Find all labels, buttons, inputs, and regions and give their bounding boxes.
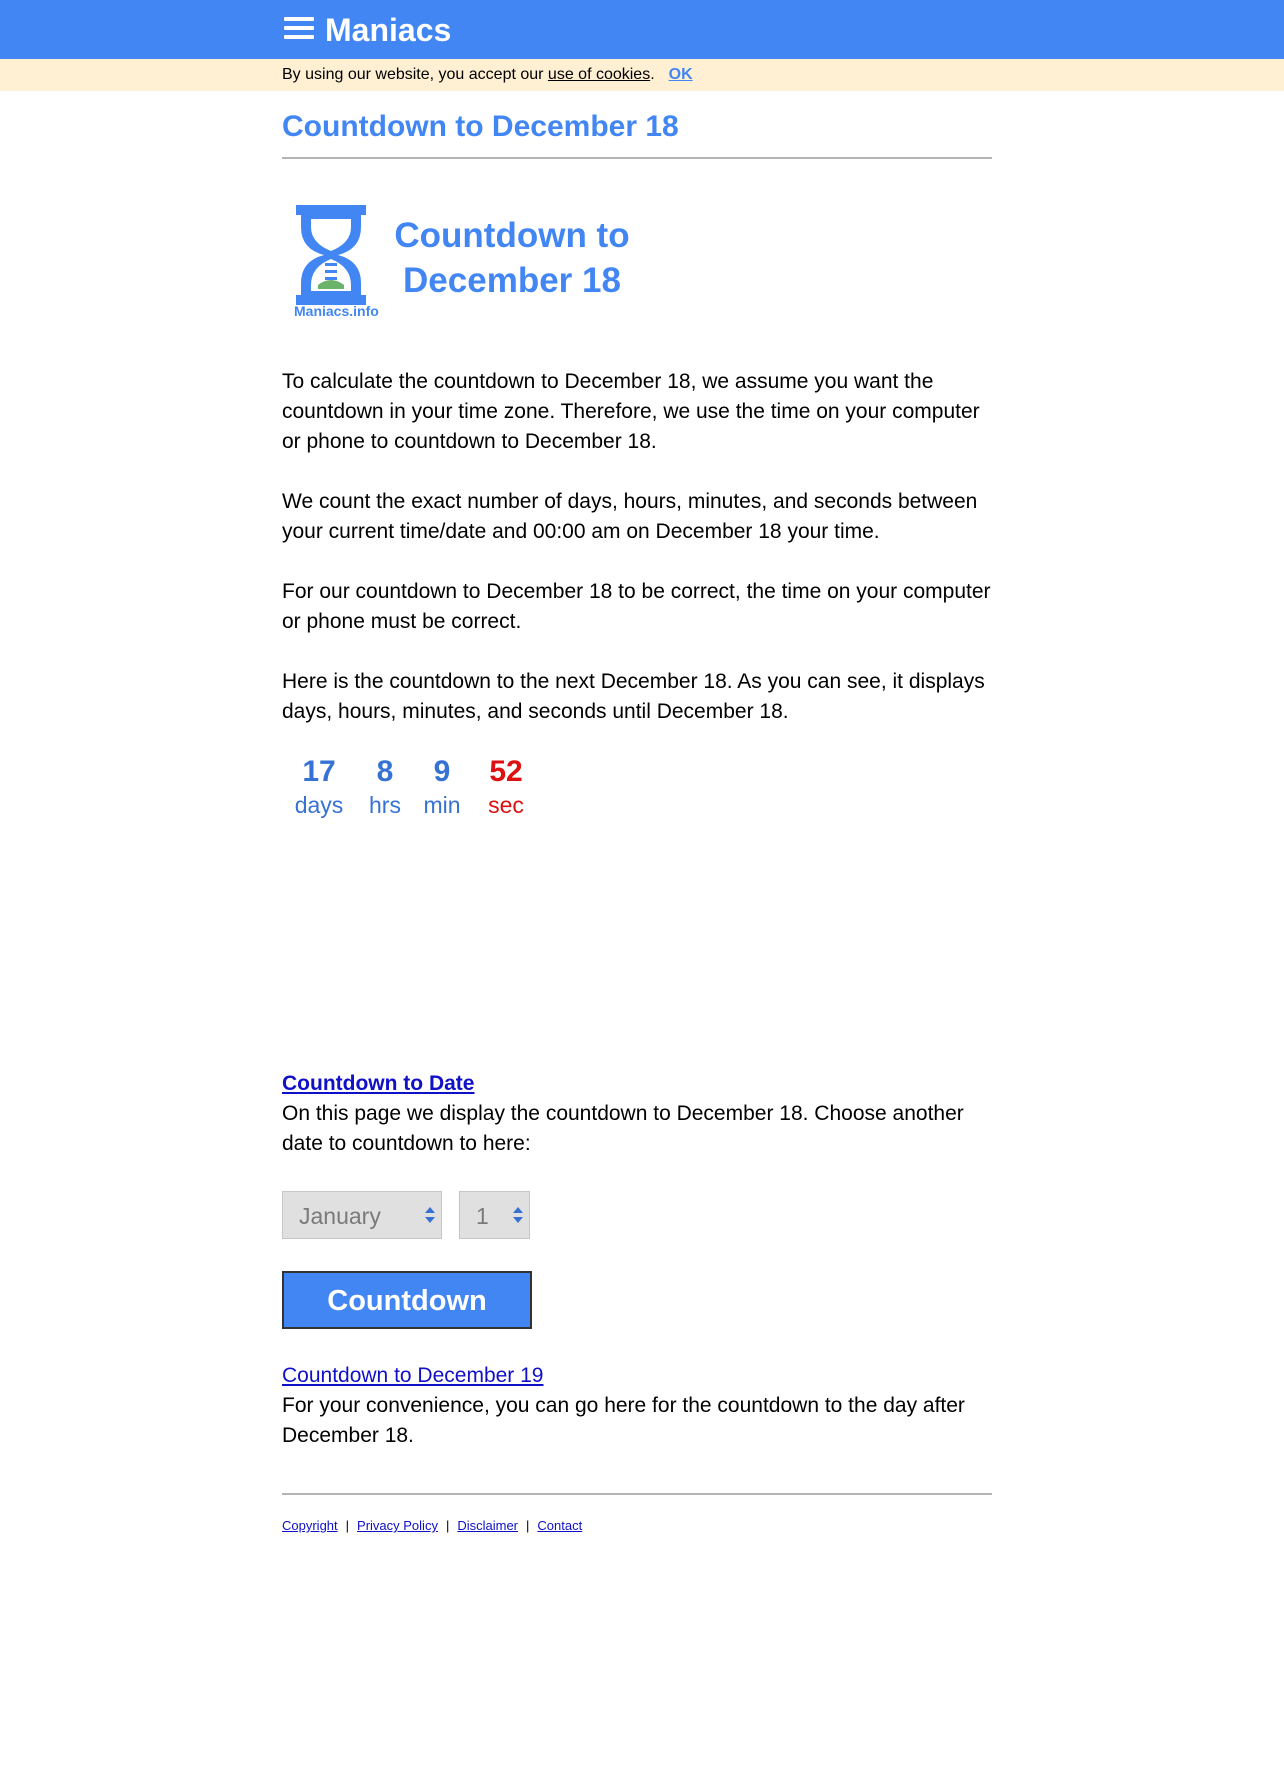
footer-disclaimer-link[interactable]: Disclaimer: [457, 1518, 519, 1533]
footer-privacy-link[interactable]: Privacy Policy: [357, 1518, 438, 1533]
cookie-notice-period: .: [650, 66, 655, 83]
month-select[interactable]: [282, 1191, 442, 1239]
countdown-seconds-value: 52: [489, 755, 523, 788]
footer-separator: |: [345, 1518, 350, 1533]
countdown-timer: [282, 755, 992, 837]
page-title: Countdown to December 18: [282, 110, 679, 143]
intro-paragraph-3: For our countdown to December 18 to be correct, the time on your computer or phone must be correct.: [282, 580, 991, 633]
countdown-seconds: [482, 755, 530, 821]
footer-links: [282, 1517, 992, 1535]
countdown-to-next-day-link[interactable]: Countdown to December 19: [282, 1364, 544, 1387]
countdown-hours-label: hrs: [369, 792, 401, 818]
intro-paragraph-2: We count the exact number of days, hours, minutes, and seconds between your current time/date and 00:00 am on December 18 your time.: [282, 490, 978, 543]
use-of-cookies-link[interactable]: use of cookies: [547, 66, 651, 83]
countdown-minutes: [418, 755, 466, 821]
select-arrows-icon: [513, 1207, 523, 1225]
cookie-ok-button[interactable]: OK: [668, 66, 693, 83]
countdown-button[interactable]: Countdown: [282, 1271, 532, 1329]
countdown-seconds-label: sec: [488, 792, 524, 818]
countdown-logo-image: [282, 203, 642, 333]
countdown-to-date-link[interactable]: Countdown to Date: [282, 1072, 475, 1095]
countdown-days-label: days: [294, 792, 344, 818]
select-arrows-icon: [425, 1207, 435, 1225]
footer-separator: |: [445, 1518, 450, 1533]
next-day-text: For your convenience, you can go here for the countdown to the day after December 18.: [282, 1394, 965, 1447]
blank-ad-space: [282, 837, 992, 1069]
hamburger-menu-icon[interactable]: [284, 17, 316, 43]
day-select[interactable]: [459, 1191, 530, 1239]
day-select-value: 1: [476, 1203, 489, 1229]
hourglass-icon: [292, 203, 372, 311]
countdown-minutes-label: min: [423, 792, 461, 818]
cookie-notice-text: By using our website, you accept our: [282, 66, 548, 83]
main-content: [282, 91, 992, 1535]
month-select-value: January: [299, 1203, 381, 1229]
countdown-hours: [362, 755, 408, 821]
countdown-days: [290, 755, 348, 821]
intro-paragraph-4: Here is the countdown to the next December 18. As you can see, it displays days, hours, minutes, and seconds until December 18.: [282, 670, 985, 723]
footer-divider: [282, 1493, 992, 1495]
title-divider: [282, 157, 992, 159]
logo-site-name: Maniacs.info: [294, 303, 379, 319]
footer-separator: |: [526, 1518, 530, 1533]
countdown-to-date-text: On this page we display the countdown to December 18. Choose another date to countdown to here:: [282, 1102, 964, 1155]
countdown-hours-value: 8: [376, 755, 394, 788]
top-navigation-bar: [0, 0, 1284, 59]
date-picker: [282, 1191, 992, 1241]
intro-paragraph-1: To calculate the countdown to December 18, we assume you want the countdown in your time zone. Therefore, we use the time on your computer or phone to countdown to December 18.: [282, 370, 980, 453]
countdown-minutes-value: 9: [433, 755, 451, 788]
footer-contact-link[interactable]: Contact: [537, 1518, 583, 1533]
logo-line-2: December 18: [403, 261, 621, 300]
countdown-days-value: 17: [302, 755, 336, 788]
cookie-consent-bar: [0, 59, 1284, 91]
logo-wordmark: [387, 213, 637, 303]
footer-copyright-link[interactable]: Copyright: [282, 1518, 338, 1533]
brand-logo-link[interactable]: Maniacs: [325, 12, 452, 48]
logo-line-1: Countdown to: [394, 216, 630, 255]
